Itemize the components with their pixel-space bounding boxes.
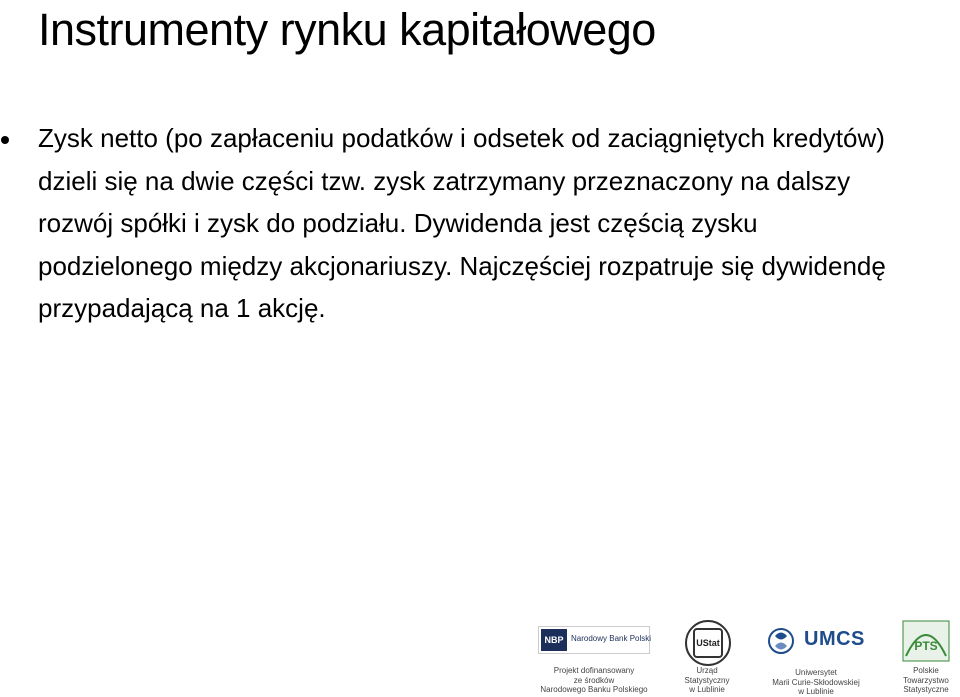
umcs-caption-line: Marii Curie-Skłodowskiej xyxy=(772,677,860,687)
nbp-badge: NBP xyxy=(541,629,567,651)
umcs-emblem-icon xyxy=(766,624,796,658)
sponsor-logos xyxy=(530,616,960,696)
pts-caption-line: Polskie xyxy=(913,666,939,675)
pts-emblem-icon xyxy=(902,620,950,662)
gus-caption-line: Urząd xyxy=(696,666,718,675)
umcs-logo xyxy=(760,616,872,696)
pts-logo xyxy=(892,616,960,696)
nbp-caption-line: Narodowego Banku Polskiego xyxy=(540,685,648,694)
nbp-name: Narodowy Bank Polski xyxy=(571,634,652,643)
umcs-caption-line: Uniwersytet xyxy=(795,668,837,677)
nbp-caption xyxy=(536,666,652,695)
gus-caption-line: w Lublinie xyxy=(689,685,725,694)
nbp-caption-line: Projekt dofinansowany xyxy=(553,666,635,675)
gus-caption-line: Statystyczny xyxy=(684,675,730,685)
gus-emblem-icon xyxy=(685,620,731,666)
umcs-caption-line: w Lublinie xyxy=(798,687,834,696)
bullet-item xyxy=(0,117,888,330)
gus-logo xyxy=(675,616,739,696)
gus-caption xyxy=(675,666,739,695)
pts-caption xyxy=(892,666,960,695)
pts-caption-line: Statystyczne xyxy=(903,685,949,694)
bullet-marker xyxy=(1,136,9,144)
nbp-caption-line: ze środków xyxy=(573,675,615,685)
slide-title: Instrumenty rynku kapitałowego xyxy=(38,4,656,55)
bullet-text: Zysk netto (po zapłaceniu podatków i odsetek od zaciągniętych kredytów) dzieli się na dwie części tzw. zysk zatrzymany przeznaczony na dalszy rozwój spółki i zysk do podziału. Dywidenda jest częścią zysku podzielonego między akcjonariuszy. Najczęściej rozpatruje się dywidendę przypadającą na 1 akcję. xyxy=(38,123,886,323)
pts-caption-line: Towarzystwo xyxy=(903,675,949,685)
bullet-list xyxy=(0,117,900,330)
nbp-logo-mark xyxy=(538,626,650,654)
umcs-wordmark: UMCS xyxy=(804,628,865,650)
umcs-caption xyxy=(760,668,872,697)
pts-badge: PTS xyxy=(914,639,938,653)
nbp-logo xyxy=(536,616,652,696)
gus-badge: UStat xyxy=(693,628,723,658)
